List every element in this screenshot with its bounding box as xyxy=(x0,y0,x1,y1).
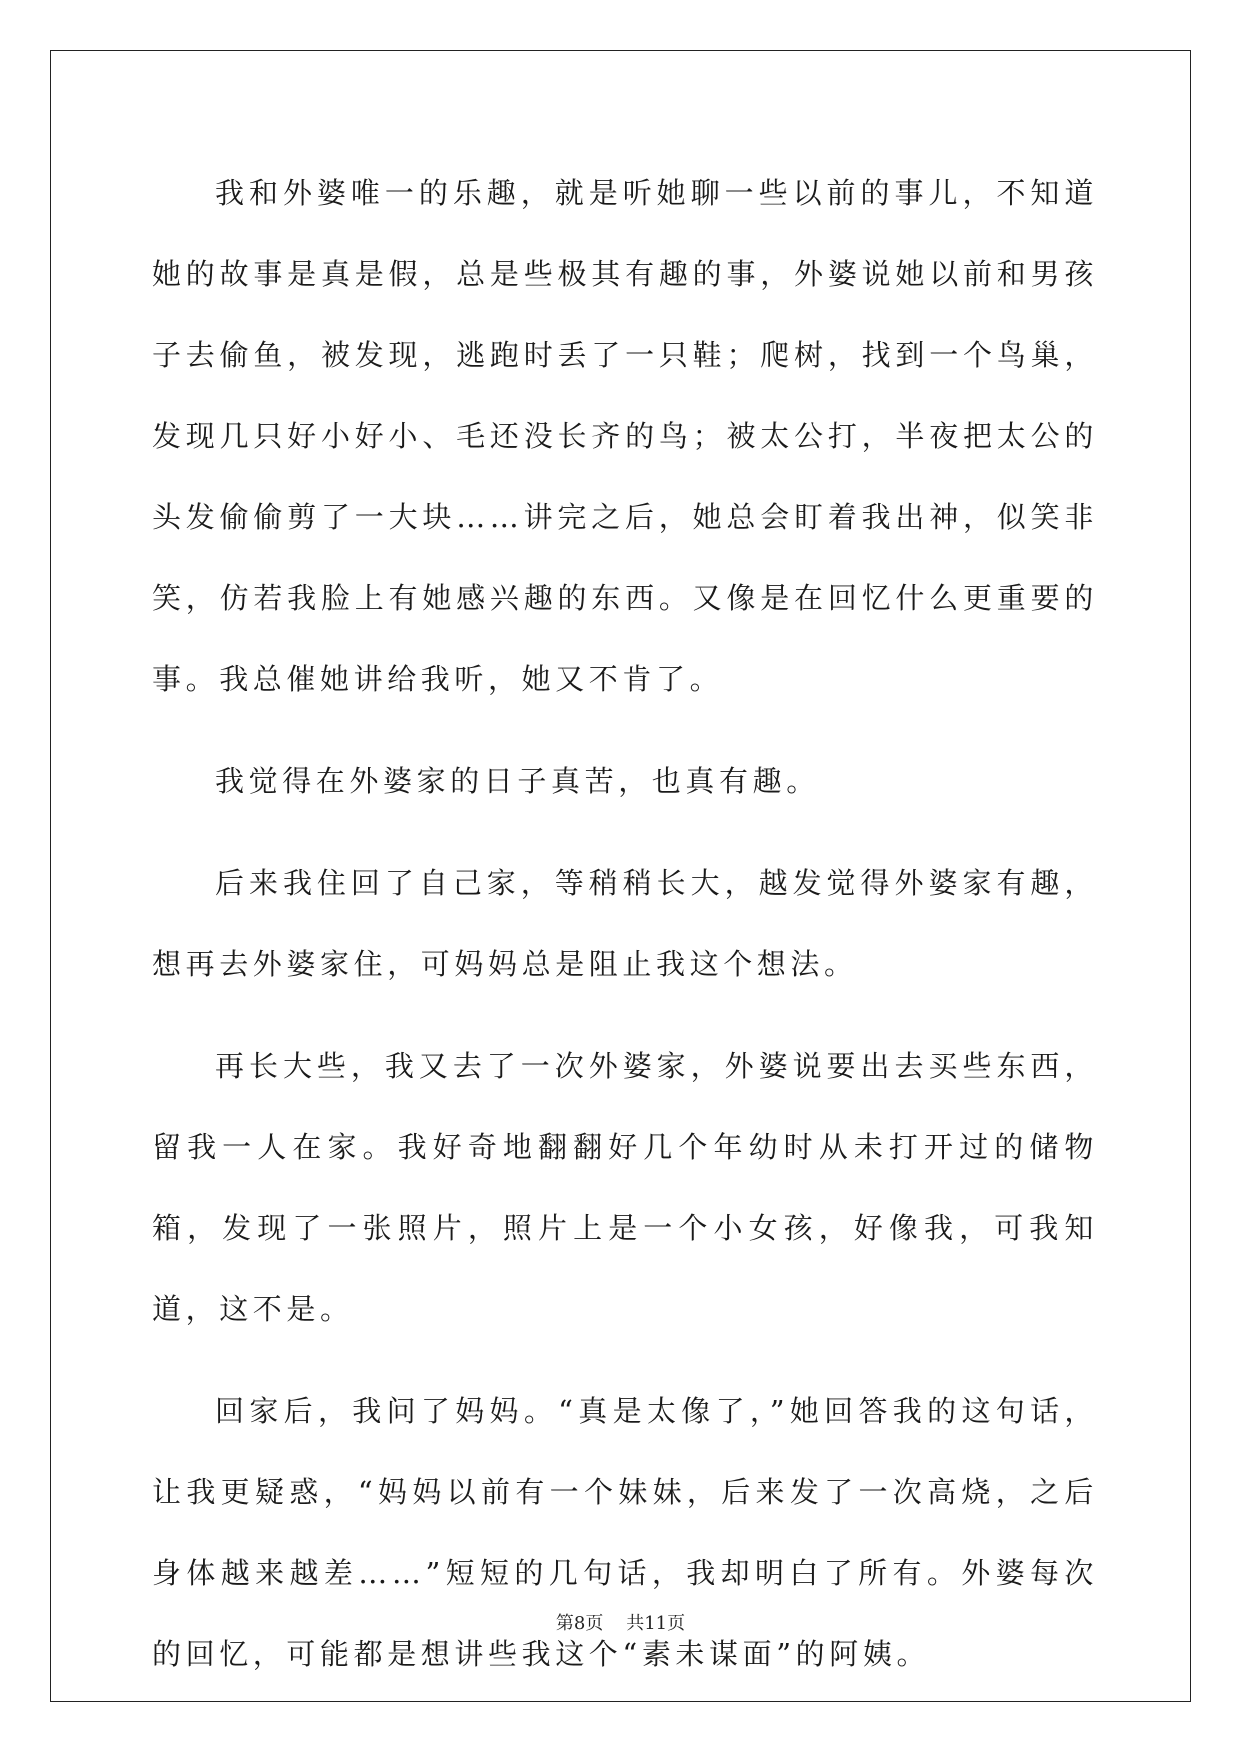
page-total: 共11页 xyxy=(626,1613,686,1634)
paragraph: 我和外婆唯一的乐趣，就是听她聊一些以前的事儿，不知道她的故事是真是假，总是些极其有趣的事，外婆说她以前和男孩子去偷鱼，被发现，逃跑时丢了一只鞋；爬树，找到一个鸟巢，发现几只好小好小、毛还没长齐的鸟；被太公打，半夜把太公的头发偷偷剪了一大块……讲完之后，她总会盯着我出神，似笑非笑，仿若我脸上有她感兴趣的东西。又像是在回忆什么更重要的事。我总催她讲给我听，她又不肯了。 xyxy=(152,176,1098,696)
page-footer xyxy=(0,1612,1241,1636)
paragraph: 我觉得在外婆家的日子真苦，也真有趣。 xyxy=(215,764,820,798)
page-number: 第8页 xyxy=(555,1613,604,1634)
paragraph: 再长大些，我又去了一次外婆家，外婆说要出去买些东西，留我一人在家。我好奇地翻翻好几个年幼时从未打开过的储物箱，发现了一张照片，照片上是一个小女孩，好像我，可我知道，这不是。 xyxy=(152,1049,1098,1326)
footer-spacer xyxy=(603,1613,626,1634)
document-body xyxy=(152,153,1098,1716)
paragraph: 后来我住回了自己家，等稍稍长大，越发觉得外婆家有趣，想再去外婆家住，可妈妈总是阻止我这个想法。 xyxy=(152,866,1098,981)
paragraph: 回家后，我问了妈妈。“真是太像了，”她回答我的这句话，让我更疑惑，“妈妈以前有一个妹妹，后来发了一次高烧，之后身体越来越差……”短短的几句话，我却明白了所有。外婆每次的回忆，可能都是想讲些我这个“素未谋面”的阿姨。 xyxy=(152,1394,1098,1671)
